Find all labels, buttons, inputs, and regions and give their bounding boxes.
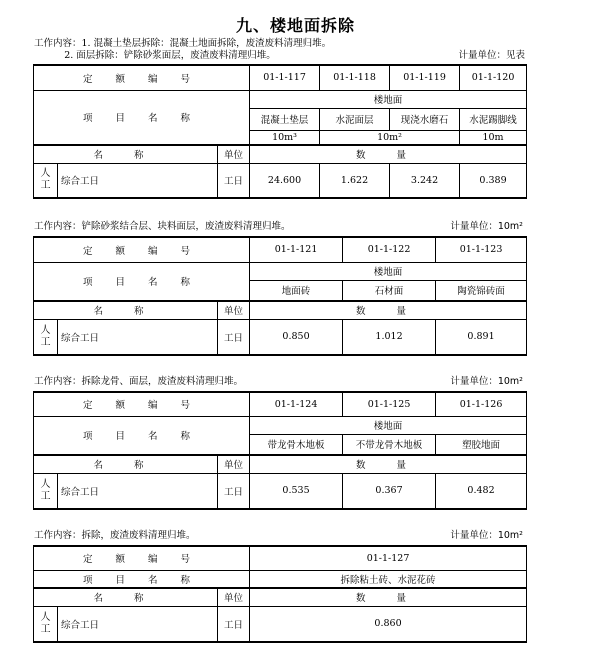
unit-label: 单位 bbox=[218, 455, 250, 473]
category-labor: 人 工 bbox=[34, 163, 58, 198]
floor-group-header: 楼地面 bbox=[250, 90, 527, 108]
quantity-label: 数 量 bbox=[250, 588, 527, 606]
quantity-label: 数 量 bbox=[250, 301, 527, 319]
measure-unit-2: 计量单位：10m² bbox=[450, 221, 523, 232]
work-content-1: 工作内容：1. 混凝土垫层拆除：混凝土地面拆除，废渣废料清理归堆。 2. 面层拆除：铲除砂浆面层，废渣废料清理归堆。 bbox=[34, 38, 332, 61]
labor-item: 综合工日 bbox=[58, 163, 218, 198]
item-name: 地面砖 bbox=[250, 280, 343, 301]
quota-no-label: 定 额 编 号 bbox=[34, 546, 250, 570]
category-labor: 人 工 bbox=[34, 606, 58, 642]
floor-group-header: 楼地面 bbox=[250, 262, 527, 280]
quota-no-label: 定 额 编 号 bbox=[34, 392, 250, 416]
labor-item: 综合工日 bbox=[58, 606, 218, 642]
labor-item: 综合工日 bbox=[58, 319, 218, 355]
item-name: 陶瓷锦砖面 bbox=[436, 280, 527, 301]
measure-unit-1: 计量单位：见表 bbox=[458, 50, 525, 61]
item-name: 混凝土垫层 bbox=[250, 108, 320, 130]
item-name-label: 项 目 名 称 bbox=[34, 570, 250, 588]
quota-code: 01-1-127 bbox=[250, 546, 527, 570]
unit-label: 单位 bbox=[218, 588, 250, 606]
item-name: 带龙骨木地板 bbox=[250, 434, 343, 455]
labor-value: 1.012 bbox=[343, 319, 436, 355]
quota-code: 01-1-120 bbox=[460, 65, 527, 90]
work-content-3: 工作内容：拆除龙骨、面层，废渣废料清理归堆。 bbox=[34, 376, 244, 387]
item-name: 水泥面层 bbox=[320, 108, 390, 130]
measure-unit-3: 计量单位：10m² bbox=[450, 376, 523, 387]
name-label: 名 称 bbox=[34, 588, 218, 606]
labor-value: 0.482 bbox=[436, 473, 527, 509]
item-name: 不带龙骨木地板 bbox=[343, 434, 436, 455]
quota-code: 01-1-124 bbox=[250, 392, 343, 416]
item-unit: 10m³ bbox=[250, 130, 320, 145]
labor-unit: 工日 bbox=[218, 319, 250, 355]
labor-item: 综合工日 bbox=[58, 473, 218, 509]
quota-code: 01-1-123 bbox=[436, 237, 527, 262]
name-label: 名 称 bbox=[34, 145, 218, 163]
quota-table-3 bbox=[33, 391, 527, 510]
labor-value: 0.535 bbox=[250, 473, 343, 509]
item-name-label: 项 目 名 称 bbox=[34, 416, 250, 455]
measure-unit-4: 计量单位：10m² bbox=[450, 530, 523, 541]
labor-value: 24.600 bbox=[250, 163, 320, 198]
item-unit: 10m² bbox=[320, 130, 460, 145]
labor-unit: 工日 bbox=[218, 163, 250, 198]
quota-code: 01-1-122 bbox=[343, 237, 436, 262]
quota-code: 01-1-121 bbox=[250, 237, 343, 262]
quota-no-label: 定 额 编 号 bbox=[34, 237, 250, 262]
name-label: 名 称 bbox=[34, 301, 218, 319]
quota-code: 01-1-117 bbox=[250, 65, 320, 90]
category-labor: 人 工 bbox=[34, 319, 58, 355]
item-name-label: 项 目 名 称 bbox=[34, 262, 250, 301]
quota-no-label: 定 额 编 号 bbox=[34, 65, 250, 90]
quota-code: 01-1-126 bbox=[436, 392, 527, 416]
work-content-2: 工作内容：铲除砂浆结合层、块料面层，废渣废料清理归堆。 bbox=[34, 221, 291, 232]
item-name: 石材面 bbox=[343, 280, 436, 301]
labor-unit: 工日 bbox=[218, 473, 250, 509]
unit-label: 单位 bbox=[218, 145, 250, 163]
quantity-label: 数 量 bbox=[250, 145, 527, 163]
quota-table-4 bbox=[33, 545, 527, 643]
page-title: 九、楼地面拆除 bbox=[235, 16, 355, 35]
labor-value: 3.242 bbox=[390, 163, 460, 198]
labor-value: 0.850 bbox=[250, 319, 343, 355]
labor-value: 0.891 bbox=[436, 319, 527, 355]
labor-value: 0.367 bbox=[343, 473, 436, 509]
item-unit: 10m bbox=[460, 130, 527, 145]
quota-table-2 bbox=[33, 236, 527, 356]
labor-value: 0.860 bbox=[250, 606, 527, 642]
labor-value: 0.389 bbox=[460, 163, 527, 198]
quota-code: 01-1-125 bbox=[343, 392, 436, 416]
item-name: 拆除粘土砖、水泥花砖 bbox=[250, 570, 527, 588]
labor-value: 1.622 bbox=[320, 163, 390, 198]
quota-code: 01-1-118 bbox=[320, 65, 390, 90]
item-name: 塑胶地面 bbox=[436, 434, 527, 455]
item-name: 水泥踢脚线 bbox=[460, 108, 527, 130]
item-name-label: 项 目 名 称 bbox=[34, 90, 250, 145]
quota-table-1 bbox=[33, 64, 527, 199]
floor-group-header: 楼地面 bbox=[250, 416, 527, 434]
work-content-4: 工作内容：拆除，废渣废料清理归堆。 bbox=[34, 530, 196, 541]
unit-label: 单位 bbox=[218, 301, 250, 319]
category-labor: 人 工 bbox=[34, 473, 58, 509]
name-label: 名 称 bbox=[34, 455, 218, 473]
labor-unit: 工日 bbox=[218, 606, 250, 642]
item-name: 现浇水磨石 bbox=[390, 108, 460, 130]
quota-code: 01-1-119 bbox=[390, 65, 460, 90]
quantity-label: 数 量 bbox=[250, 455, 527, 473]
